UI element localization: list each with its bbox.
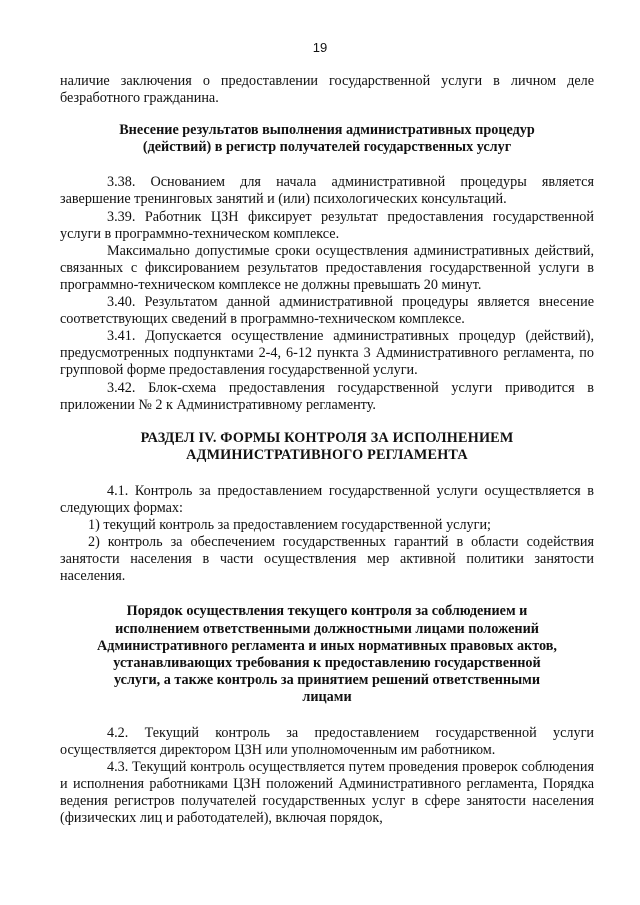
paragraph-3-42: 3.42. Блок-схема предоставления государственной услуги приводится в приложении № 2 к Административному регламенту. — [60, 379, 594, 413]
paragraph-4-2: 4.2. Текущий контроль за предоставлением государственной услуги осуществляется директором ЦЗН или уполномоченным им работником. — [60, 725, 594, 759]
intro-paragraph: наличие заключения о предоставлении государственной услуги в личном деле безработного гражданина. — [60, 73, 594, 107]
section-heading-registry: Внесение результатов выполнения административных процедур (действий) в регистр получателей государственных услуг — [119, 122, 535, 156]
page-number: 19 — [312, 40, 328, 55]
paragraph-3-39: 3.39. Работник ЦЗН фиксирует результат предоставления государственной услуги в программно-техническом комплексе. — [60, 208, 594, 242]
list-item-current-control: 1) текущий контроль за предоставлением государственной услуги; — [88, 517, 491, 534]
paragraph-4-3: 4.3. Текущий контроль осуществляется путем проведения проверок соблюдения и исполнения работниками ЦЗН положений Административного регламента, Порядка ведения регистров получателей государственных услуг в сфере занятости населения (физических лиц и работодателей), включая порядок, — [60, 759, 594, 827]
paragraph-4-1: 4.1. Контроль за предоставлением государственной услуги осуществляется в следующих формах: — [60, 482, 594, 516]
list-item-guarantees-control: 2) контроль за обеспечением государственных гарантий в области содействия занятости населения в части осуществления мер активной политики занятости населения. — [60, 534, 594, 585]
paragraph-3-41: 3.41. Допускается осуществление административных процедур (действий), предусмотренных подпунктами 2-4, 6-12 пункта 3 Административного регламента, по групповой форме предоставления государственной услуги. — [60, 328, 594, 379]
paragraph-3-38: 3.38. Основанием для начала административной процедуры является завершение тренинговых занятий и (или) психологических консультаций. — [60, 174, 594, 208]
section-heading-current-control: Порядок осуществления текущего контроля за соблюдением и исполнением ответственными должностными лицами положений Административного регламента и иных нормативных правовых актов, устанавливающих требования к предоставлению государственной услуги, а также контроль за принятием решений ответственными лицами — [97, 603, 557, 705]
document-body — [60, 73, 594, 828]
paragraph-3-40: 3.40. Результатом данной административной процедуры является внесение соответствующих сведений в программно-техническом комплексе. — [60, 294, 594, 328]
paragraph-max-time: Максимально допустимые сроки осуществления административных действий, связанных с фиксированием результатов предоставления государственной услуги в программно-техническом комплексе не должны превышать 20 минут. — [60, 242, 594, 293]
section-iv-heading: РАЗДЕЛ IV. ФОРМЫ КОНТРОЛЯ ЗА ИСПОЛНЕНИЕМ АДМИНИСТРАТИВНОГО РЕГЛАМЕНТА — [140, 429, 514, 463]
